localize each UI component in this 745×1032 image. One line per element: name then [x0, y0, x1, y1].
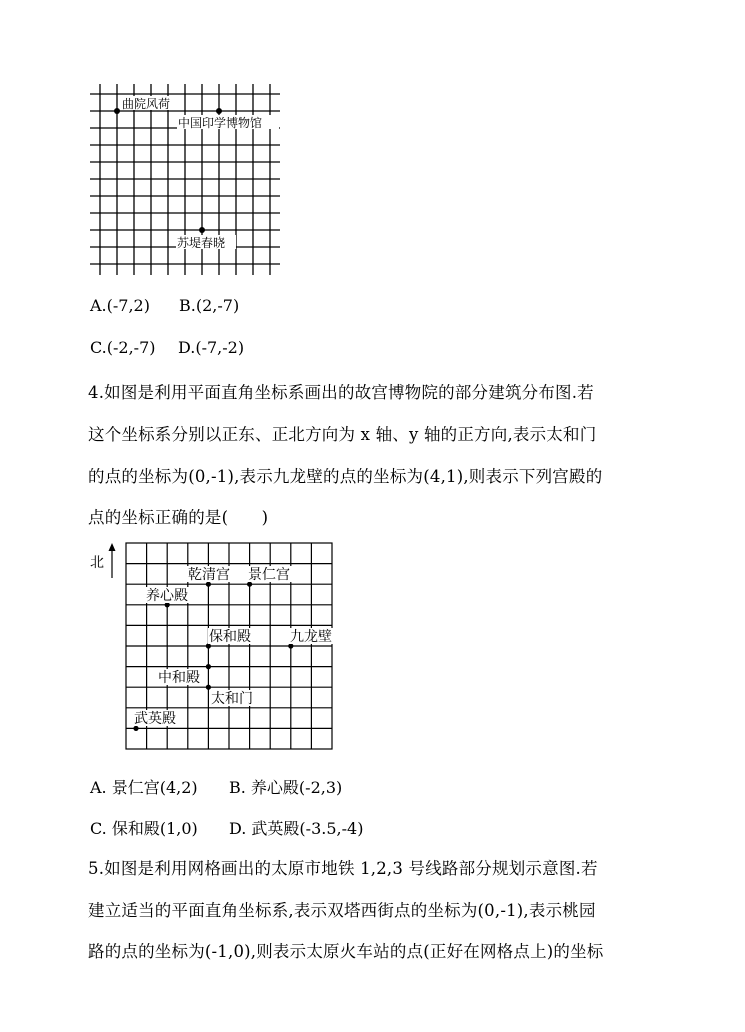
q4-text-line-1: 4.如图是利用平面直角坐标系画出的故宫博物院的部分建筑分布图.若: [88, 383, 594, 402]
q4-label-yangxindian: 养心殿: [146, 588, 188, 604]
q4-label-taihemen: 太和门: [211, 691, 253, 707]
q3-point-quyuanfenghe: [114, 108, 120, 114]
q4-text-line-2: 这个坐标系分别以正东、正北方向为 x 轴、y 轴的正方向,表示太和门: [88, 425, 597, 444]
q5-text-line-1: 5.如图是利用网格画出的太原市地铁 1,2,3 号线路部分规划示意图.若: [88, 859, 598, 878]
q4-label-jiulongbi: 九龙壁: [290, 629, 332, 645]
q3-label-sudichunxiao: 苏堤春晓: [177, 236, 226, 250]
q4-text-line-3: 的点的坐标为(0,-1),表示九龙壁的点的坐标为(4,1),则表示下列宫殿的: [88, 467, 603, 486]
q4-label-jingrengong: 景仁宫: [248, 567, 290, 583]
q4-text-line-4: 点的坐标正确的是( ): [88, 508, 269, 527]
q5-text-line-3: 路的点的坐标为(-1,0),则表示太原火车站的点(正好在网格点上)的坐标: [88, 942, 604, 961]
q4-option-a: A. 景仁宫(4,2): [90, 778, 198, 797]
q4-label-qianqinggong: 乾清宫: [188, 567, 230, 583]
q4-label-zhonghedian: 中和殿: [158, 670, 200, 686]
q3-option-d: D.(-7,-2): [178, 338, 245, 357]
q3-option-b: B.(2,-7): [179, 296, 240, 315]
north-arrow-icon: [109, 543, 116, 578]
q4-label-baohedian: 保和殿: [209, 629, 251, 645]
q3-option-a: A.(-7,2): [90, 296, 150, 315]
q3-label-museum: 中国印学博物馆: [178, 116, 263, 130]
q3-grid-figure: [0, 0, 745, 290]
q4-option-c: C. 保和殿(1,0): [90, 819, 198, 838]
q3-option-c: C.(-2,-7): [90, 338, 156, 357]
q4-point-taihemen: [206, 685, 211, 690]
q3-point-sudichunxiao: [199, 227, 205, 233]
q4-palace-map: [0, 530, 745, 760]
q3-label-quyuanfenghe: 曲院风荷: [122, 97, 171, 111]
q3-point-museum: [216, 108, 222, 114]
q4-label-wuyingdian: 武英殿: [134, 711, 176, 727]
north-label: 北: [90, 555, 104, 571]
q4-option-b: B. 养心殿(-2,3): [229, 778, 343, 797]
q5-text-line-2: 建立适当的平面直角坐标系,表示双塔西街点的坐标为(0,-1),表示桃园: [88, 901, 596, 920]
q4-option-d: D. 武英殿(-3.5,-4): [229, 819, 364, 838]
q4-point-zhonghedian: [206, 664, 211, 669]
